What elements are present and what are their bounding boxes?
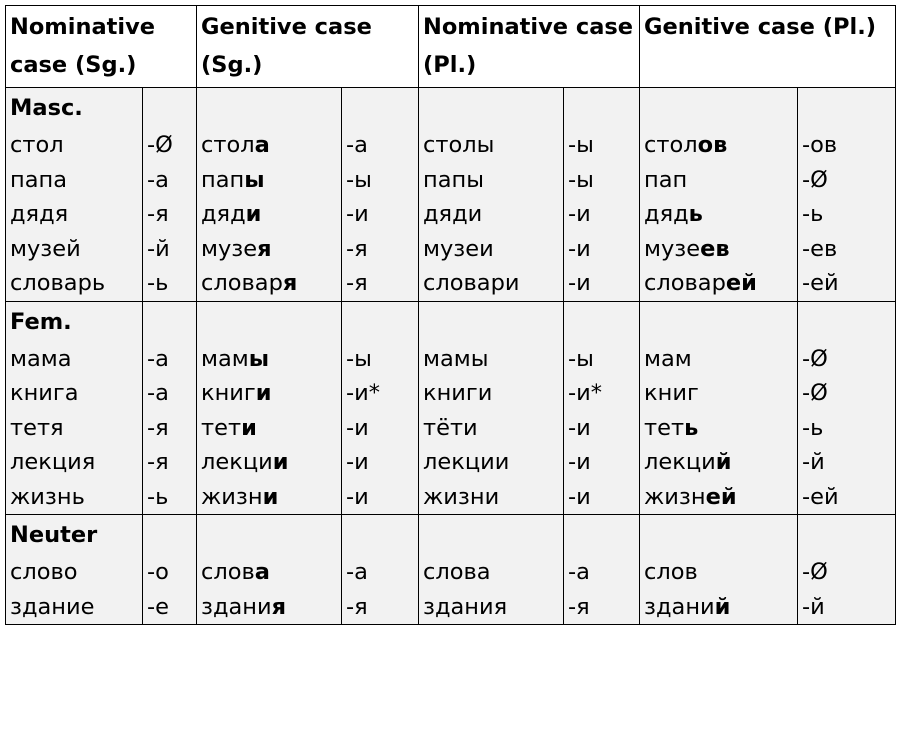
gen-sg-suffix: -и* xyxy=(346,380,380,406)
nom-pl-word: столы xyxy=(423,132,495,158)
gen-sg-suffix: -а xyxy=(346,132,368,158)
gen-sg-stem: здани xyxy=(201,593,272,620)
nom-pl-suffix: -я xyxy=(568,593,590,620)
nom-pl-word: здания xyxy=(423,593,508,620)
gen-pl-ending: ев xyxy=(700,235,730,262)
gen-sg-suffixes xyxy=(342,515,419,625)
nom-sg-suffix: -е xyxy=(147,593,169,620)
nom-sg-word: тетя xyxy=(10,414,64,441)
gen-sg-suffix: -я xyxy=(346,270,368,296)
gen-sg-stem: лекци xyxy=(201,449,273,475)
nom-pl-suffixes xyxy=(564,515,640,625)
nom-pl-word: мамы xyxy=(423,345,489,372)
gen-pl-word xyxy=(644,266,797,301)
group-spacer xyxy=(346,88,418,128)
gen-pl-stem: пап xyxy=(644,166,688,193)
nom-sg-word: мама xyxy=(10,345,72,372)
nom-pl-suffixes xyxy=(564,88,640,302)
gen-pl-suffix: -Ø xyxy=(802,380,828,406)
gen-pl-suffix: -ь xyxy=(802,201,824,227)
gen-sg-ending: а xyxy=(254,132,270,158)
gen-sg-ending: ы xyxy=(244,166,265,193)
gen-sg-word xyxy=(201,342,341,377)
nom-pl-words xyxy=(419,301,564,515)
gen-sg-stem: книг xyxy=(201,380,256,406)
nom-pl-suffix: -а xyxy=(568,559,590,585)
group-spacer xyxy=(201,302,341,342)
gen-pl-suffix: -ев xyxy=(802,235,838,262)
nom-pl-suffix: -и xyxy=(568,201,591,227)
gen-sg-word xyxy=(201,128,341,163)
nom-pl-suffix: -ы xyxy=(568,132,594,158)
gen-pl-word xyxy=(644,128,797,163)
group-spacer xyxy=(147,302,196,342)
header-row xyxy=(6,6,896,88)
gen-pl-suffixes xyxy=(798,88,896,302)
nom-sg-word: дядя xyxy=(10,201,69,227)
gen-sg-suffix: -и xyxy=(346,414,369,441)
gen-sg-suffix: -ы xyxy=(346,345,372,372)
group-spacer xyxy=(201,515,341,555)
group-spacer xyxy=(644,302,797,342)
gen-sg-stem: жизн xyxy=(201,483,263,510)
gen-pl-ending: ей xyxy=(705,483,737,510)
gen-sg-word xyxy=(201,445,341,480)
gender-label: Fem. xyxy=(10,308,72,335)
gen-pl-word xyxy=(644,480,797,515)
gen-pl-word xyxy=(644,445,797,480)
nom-sg-words xyxy=(6,301,143,515)
gen-sg-suffixes xyxy=(342,301,419,515)
gen-pl-ending: й xyxy=(714,593,731,620)
gen-pl-stem: здани xyxy=(644,593,715,620)
nom-pl-word: книги xyxy=(423,380,493,406)
nom-sg-suffix: -ь xyxy=(147,483,169,510)
nom-sg-word: здание xyxy=(10,593,95,620)
gen-sg-ending: а xyxy=(254,559,270,585)
header-genitive-sg: Genitive case (Sg.) xyxy=(197,6,419,88)
gen-pl-suffix: -ей xyxy=(802,270,839,296)
group-spacer xyxy=(568,88,639,128)
gen-pl-suffixes xyxy=(798,515,896,625)
gen-sg-ending: и xyxy=(241,414,257,441)
gen-pl-suffix: -ь xyxy=(802,414,824,441)
nom-sg-word: лекция xyxy=(10,449,96,475)
gen-pl-suffix: -ей xyxy=(802,483,839,510)
gen-pl-suffix: -й xyxy=(802,449,825,475)
gen-pl-suffix: -й xyxy=(802,593,825,620)
gen-pl-words xyxy=(640,301,798,515)
group-spacer xyxy=(568,302,639,342)
group-spacer xyxy=(147,88,196,128)
nom-pl-suffix: -ы xyxy=(568,345,594,372)
gen-sg-stem: музе xyxy=(201,235,258,262)
header-nominative-sg: Nominative case (Sg.) xyxy=(6,6,197,88)
gen-sg-stem: слов xyxy=(201,559,255,585)
gen-pl-word xyxy=(644,163,797,198)
nom-sg-suffix: -я xyxy=(147,449,169,475)
gen-sg-word xyxy=(201,232,341,267)
gen-sg-ending: я xyxy=(257,235,272,262)
gen-sg-ending: и xyxy=(262,483,279,510)
gen-pl-suffix: -ов xyxy=(802,132,838,158)
gen-sg-stem: пап xyxy=(201,166,245,193)
group-spacer xyxy=(423,515,563,555)
gen-sg-stem: стол xyxy=(201,132,255,158)
nom-sg-suffix: -а xyxy=(147,166,169,193)
gen-pl-stem: жизн xyxy=(644,483,706,510)
group-spacer xyxy=(147,515,196,555)
gen-sg-word xyxy=(201,590,341,625)
group-spacer xyxy=(802,302,895,342)
gen-sg-word xyxy=(201,411,341,446)
nom-sg-suffix: -Ø xyxy=(147,132,173,158)
gen-pl-suffixes xyxy=(798,301,896,515)
gen-sg-ending: ы xyxy=(248,345,270,372)
group-spacer xyxy=(644,515,797,555)
gen-sg-stem: словар xyxy=(201,270,283,296)
nom-sg-suffixes xyxy=(143,301,197,515)
gen-pl-ending: ов xyxy=(697,132,728,158)
nom-sg-suffixes xyxy=(143,88,197,302)
group-feminine xyxy=(6,301,896,515)
gen-pl-ending: ь xyxy=(684,414,699,441)
nom-pl-word: жизни xyxy=(423,483,500,510)
gen-sg-words xyxy=(197,515,342,625)
gen-pl-suffix: -Ø xyxy=(802,345,828,372)
gen-pl-ending: ей xyxy=(725,270,757,296)
gen-pl-word xyxy=(644,232,797,267)
header-nominative-pl: Nominative case (Pl.) xyxy=(419,6,640,88)
gen-sg-stem: мам xyxy=(201,345,249,372)
group-spacer xyxy=(568,515,639,555)
gen-sg-words xyxy=(197,301,342,515)
gen-pl-words xyxy=(640,515,798,625)
group-neuter xyxy=(6,515,896,625)
gen-pl-stem: стол xyxy=(644,132,698,158)
gen-sg-suffix: -ы xyxy=(346,166,372,193)
gen-pl-words xyxy=(640,88,798,302)
gen-pl-stem: книг xyxy=(644,380,699,406)
nom-sg-suffix: -я xyxy=(147,414,169,441)
nom-pl-word: словари xyxy=(423,270,520,296)
gen-pl-word xyxy=(644,197,797,232)
group-spacer xyxy=(644,88,797,128)
gen-sg-word xyxy=(201,376,341,411)
gen-sg-suffix: -и xyxy=(346,201,369,227)
nom-pl-suffix: -и xyxy=(568,449,591,475)
group-spacer xyxy=(802,515,895,555)
nom-pl-word: дяди xyxy=(423,201,483,227)
declension-table xyxy=(5,5,896,625)
nom-sg-words xyxy=(6,515,143,625)
gen-pl-word xyxy=(644,411,797,446)
gen-sg-suffix: -и xyxy=(346,449,369,475)
gen-sg-stem: дяд xyxy=(201,201,246,227)
nom-pl-suffixes xyxy=(564,301,640,515)
nom-sg-words xyxy=(6,88,143,302)
gen-sg-word xyxy=(201,197,341,232)
nom-sg-word: стол xyxy=(10,132,64,158)
group-spacer xyxy=(423,302,563,342)
gen-pl-stem: мам xyxy=(644,345,692,372)
gen-sg-word xyxy=(201,163,341,198)
nom-sg-word: музей xyxy=(10,235,81,262)
gen-sg-ending: я xyxy=(271,593,287,620)
group-spacer xyxy=(802,88,895,128)
nom-sg-word: жизнь xyxy=(10,483,85,510)
gen-pl-ending: й xyxy=(715,449,732,475)
gen-sg-ending: и xyxy=(245,201,262,227)
gen-pl-stem: тет xyxy=(644,414,685,441)
nom-pl-suffix: -ы xyxy=(568,166,594,193)
gen-sg-ending: я xyxy=(282,270,298,296)
gen-sg-suffix: -а xyxy=(346,559,368,585)
group-row xyxy=(6,301,896,515)
group-spacer xyxy=(346,515,418,555)
nom-sg-word: книга xyxy=(10,380,79,406)
header-genitive-pl: Genitive case (Pl.) xyxy=(640,6,896,88)
gen-sg-suffix: -и xyxy=(346,483,369,510)
nom-sg-word: словарь xyxy=(10,270,106,296)
nom-pl-suffix: -и xyxy=(568,414,591,441)
gen-sg-ending: и xyxy=(272,449,289,475)
nom-pl-word: тёти xyxy=(423,414,478,441)
gen-sg-ending: и xyxy=(255,380,272,406)
gen-pl-suffix: -Ø xyxy=(802,559,828,585)
nom-sg-suffix: -й xyxy=(147,235,170,262)
gen-pl-stem: музе xyxy=(644,235,701,262)
group-row xyxy=(6,88,896,302)
nom-sg-suffixes xyxy=(143,515,197,625)
nom-pl-suffix: -и xyxy=(568,483,591,510)
nom-sg-suffix: -я xyxy=(147,201,169,227)
group-masculine xyxy=(6,88,896,302)
nom-pl-word: слова xyxy=(423,559,491,585)
nom-sg-suffix: -а xyxy=(147,345,169,372)
gen-sg-word xyxy=(201,266,341,301)
gen-pl-stem: слов xyxy=(644,559,698,585)
gen-sg-suffix: -я xyxy=(346,593,368,620)
gen-pl-stem: дяд xyxy=(644,201,689,227)
gen-pl-word xyxy=(644,555,797,590)
gen-pl-ending: ь xyxy=(688,201,703,227)
nom-pl-word: музеи xyxy=(423,235,494,262)
gen-pl-stem: лекци xyxy=(644,449,716,475)
nom-sg-word: слово xyxy=(10,559,78,585)
gen-sg-stem: тет xyxy=(201,414,242,441)
nom-pl-word: папы xyxy=(423,166,484,193)
group-spacer xyxy=(423,88,563,128)
nom-sg-suffix: -о xyxy=(147,559,169,585)
nom-sg-suffix: -ь xyxy=(147,270,169,296)
gender-label: Masc. xyxy=(10,95,83,121)
gen-sg-suffixes xyxy=(342,88,419,302)
group-spacer xyxy=(346,302,418,342)
nom-pl-suffix: -и xyxy=(568,235,591,262)
gender-label: Neuter xyxy=(10,522,98,548)
gen-pl-word xyxy=(644,376,797,411)
gen-sg-suffix: -я xyxy=(346,235,368,262)
gen-pl-stem: словар xyxy=(644,270,726,296)
nom-pl-suffix: -и* xyxy=(568,380,602,406)
group-row xyxy=(6,515,896,625)
gen-pl-word xyxy=(644,590,797,625)
nom-pl-suffix: -и xyxy=(568,270,591,296)
gen-pl-word xyxy=(644,342,797,377)
gen-sg-word xyxy=(201,480,341,515)
nom-pl-word: лекции xyxy=(423,449,510,475)
nom-sg-suffix: -а xyxy=(147,380,169,406)
nom-sg-word: папа xyxy=(10,166,67,193)
nom-pl-words xyxy=(419,88,564,302)
group-spacer xyxy=(201,88,341,128)
gen-sg-words xyxy=(197,88,342,302)
nom-pl-words xyxy=(419,515,564,625)
gen-sg-word xyxy=(201,555,341,590)
gen-pl-suffix: -Ø xyxy=(802,166,828,193)
